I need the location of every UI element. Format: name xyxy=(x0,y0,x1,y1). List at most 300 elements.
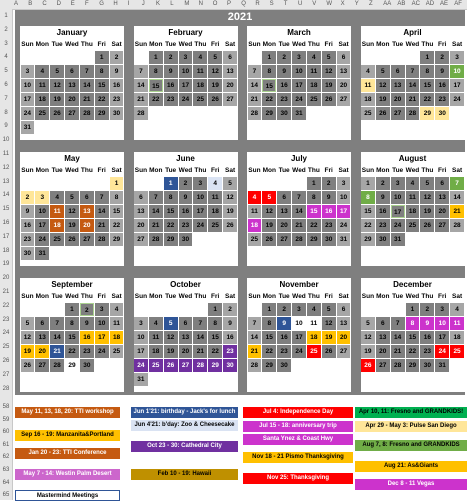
column-header[interactable]: T xyxy=(283,1,288,7)
day-cell[interactable]: 6 xyxy=(376,317,390,330)
day-cell[interactable]: 1 xyxy=(208,303,222,316)
day-cell[interactable]: 6 xyxy=(277,191,291,204)
day-cell[interactable]: 18 xyxy=(450,331,464,344)
day-cell[interactable]: 19 xyxy=(164,345,178,358)
day-cell[interactable]: 12 xyxy=(50,79,64,92)
day-cell[interactable]: 3 xyxy=(337,177,351,190)
day-cell[interactable]: 17 xyxy=(35,219,49,232)
row-header[interactable]: 4 xyxy=(4,54,8,61)
day-cell[interactable]: 18 xyxy=(149,345,163,358)
day-cell[interactable]: 28 xyxy=(248,107,262,120)
day-cell[interactable]: 6 xyxy=(337,51,351,64)
day-cell[interactable]: 5 xyxy=(322,51,336,64)
day-cell[interactable]: 18 xyxy=(406,205,420,218)
row-header[interactable]: 28 xyxy=(2,385,10,392)
day-cell[interactable]: 14 xyxy=(248,79,262,92)
day-cell[interactable]: 7 xyxy=(450,177,464,190)
day-cell[interactable]: 22 xyxy=(65,345,79,358)
day-cell[interactable]: 13 xyxy=(35,331,49,344)
day-cell[interactable]: 22 xyxy=(420,93,434,106)
day-cell[interactable]: 8 xyxy=(65,317,79,330)
column-header[interactable]: AD xyxy=(425,1,435,7)
row-header[interactable]: 14 xyxy=(2,192,10,199)
day-cell[interactable]: 16 xyxy=(277,79,291,92)
column-header[interactable]: D xyxy=(56,1,61,7)
day-cell[interactable]: 26 xyxy=(65,233,79,246)
day-cell[interactable]: 5 xyxy=(208,51,222,64)
day-cell[interactable]: 4 xyxy=(307,51,321,64)
day-cell[interactable]: 20 xyxy=(35,345,49,358)
day-cell[interactable]: 26 xyxy=(50,107,64,120)
day-cell[interactable]: 20 xyxy=(391,93,405,106)
day-cell[interactable]: 23 xyxy=(80,345,94,358)
day-cell[interactable]: 1 xyxy=(164,177,178,190)
day-cell[interactable]: 12 xyxy=(21,331,35,344)
day-cell[interactable]: 13 xyxy=(337,317,351,330)
day-cell[interactable]: 12 xyxy=(322,317,336,330)
day-cell[interactable]: 24 xyxy=(337,219,351,232)
day-cell[interactable]: 18 xyxy=(193,79,207,92)
day-cell[interactable]: 31 xyxy=(35,247,49,260)
day-cell[interactable]: 21 xyxy=(80,93,94,106)
day-cell[interactable]: 7 xyxy=(50,317,64,330)
day-cell[interactable]: 2 xyxy=(21,191,35,204)
column-header[interactable]: W xyxy=(326,1,333,7)
day-cell[interactable]: 25 xyxy=(110,345,124,358)
day-cell[interactable]: 26 xyxy=(262,233,276,246)
day-cell[interactable]: 22 xyxy=(262,93,276,106)
day-cell[interactable]: 20 xyxy=(134,219,148,232)
day-cell[interactable]: 17 xyxy=(435,331,449,344)
day-cell[interactable]: 19 xyxy=(208,79,222,92)
day-cell[interactable]: 31 xyxy=(337,233,351,246)
day-cell[interactable]: 31 xyxy=(134,373,148,386)
day-cell[interactable]: 15 xyxy=(149,79,163,92)
day-cell[interactable]: 14 xyxy=(95,205,109,218)
day-cell[interactable]: 6 xyxy=(35,317,49,330)
day-cell[interactable]: 28 xyxy=(292,233,306,246)
day-cell[interactable]: 16 xyxy=(110,79,124,92)
day-cell[interactable]: 16 xyxy=(21,219,35,232)
day-cell[interactable]: 11 xyxy=(361,79,375,92)
day-cell[interactable]: 4 xyxy=(50,191,64,204)
day-cell[interactable]: 19 xyxy=(65,219,79,232)
day-cell[interactable]: 6 xyxy=(134,191,148,204)
day-cell[interactable]: 12 xyxy=(223,191,237,204)
day-cell[interactable]: 24 xyxy=(35,233,49,246)
day-cell[interactable]: 1 xyxy=(110,177,124,190)
day-cell[interactable]: 9 xyxy=(322,191,336,204)
row-header[interactable]: 15 xyxy=(2,206,10,213)
day-cell[interactable]: 8 xyxy=(262,65,276,78)
day-cell[interactable]: 14 xyxy=(193,331,207,344)
day-cell[interactable]: 29 xyxy=(208,359,222,372)
day-cell[interactable]: 20 xyxy=(80,219,94,232)
row-header[interactable]: 3 xyxy=(4,40,8,47)
column-header[interactable]: N xyxy=(198,1,203,7)
day-cell[interactable]: 23 xyxy=(435,93,449,106)
row-header[interactable]: 10 xyxy=(2,137,10,144)
day-cell[interactable]: 19 xyxy=(50,93,64,106)
day-cell[interactable]: 1 xyxy=(262,303,276,316)
day-cell[interactable]: 5 xyxy=(376,65,390,78)
day-cell[interactable]: 3 xyxy=(391,177,405,190)
day-cell[interactable]: 6 xyxy=(65,65,79,78)
day-cell[interactable]: 13 xyxy=(337,65,351,78)
day-cell[interactable]: 11 xyxy=(50,205,64,218)
day-cell[interactable]: 27 xyxy=(179,359,193,372)
day-cell[interactable]: 2 xyxy=(277,303,291,316)
day-cell[interactable]: 30 xyxy=(110,107,124,120)
day-cell[interactable]: 22 xyxy=(95,93,109,106)
day-cell[interactable]: 27 xyxy=(337,345,351,358)
day-cell[interactable]: 13 xyxy=(391,79,405,92)
day-cell[interactable]: 15 xyxy=(361,205,375,218)
day-cell[interactable]: 17 xyxy=(391,205,405,218)
day-cell[interactable]: 24 xyxy=(179,93,193,106)
day-cell[interactable]: 7 xyxy=(193,317,207,330)
day-cell[interactable]: 28 xyxy=(193,359,207,372)
day-cell[interactable]: 8 xyxy=(95,65,109,78)
column-header[interactable]: AA xyxy=(383,1,392,7)
column-header[interactable]: B xyxy=(28,1,33,7)
day-cell[interactable]: 27 xyxy=(80,233,94,246)
row-header[interactable]: 64 xyxy=(2,479,10,486)
day-cell[interactable]: 21 xyxy=(248,345,262,358)
day-cell[interactable]: 14 xyxy=(450,191,464,204)
day-cell[interactable]: 13 xyxy=(223,65,237,78)
row-header[interactable]: 20 xyxy=(2,275,10,282)
day-cell[interactable]: 4 xyxy=(307,303,321,316)
day-cell[interactable]: 14 xyxy=(80,79,94,92)
day-cell[interactable]: 3 xyxy=(179,51,193,64)
day-cell[interactable]: 2 xyxy=(322,177,336,190)
row-header[interactable]: 61 xyxy=(2,441,10,448)
day-cell[interactable]: 25 xyxy=(193,93,207,106)
day-cell[interactable]: 7 xyxy=(95,191,109,204)
column-header[interactable]: Q xyxy=(241,1,246,7)
day-cell[interactable]: 1 xyxy=(262,51,276,64)
day-cell[interactable]: 4 xyxy=(193,51,207,64)
day-cell[interactable]: 9 xyxy=(110,65,124,78)
day-cell[interactable]: 19 xyxy=(361,345,375,358)
day-cell[interactable]: 12 xyxy=(65,205,79,218)
column-header[interactable]: AE xyxy=(440,1,449,7)
day-cell[interactable]: 19 xyxy=(376,93,390,106)
day-cell[interactable]: 8 xyxy=(420,65,434,78)
day-cell[interactable]: 30 xyxy=(179,233,193,246)
day-cell[interactable]: 2 xyxy=(435,51,449,64)
day-cell[interactable]: 17 xyxy=(179,79,193,92)
day-cell[interactable]: 13 xyxy=(435,191,449,204)
day-cell[interactable]: 15 xyxy=(262,79,276,92)
row-header[interactable]: 23 xyxy=(2,316,10,323)
day-cell[interactable]: 16 xyxy=(179,205,193,218)
day-cell[interactable]: 22 xyxy=(406,345,420,358)
row-header[interactable]: 21 xyxy=(2,289,10,295)
day-cell[interactable]: 14 xyxy=(134,79,148,92)
day-cell[interactable]: 9 xyxy=(164,65,178,78)
day-cell[interactable]: 13 xyxy=(65,79,79,92)
day-cell[interactable]: 11 xyxy=(307,65,321,78)
row-header[interactable]: 7 xyxy=(4,95,8,102)
day-cell[interactable]: 15 xyxy=(420,79,434,92)
day-cell[interactable]: 31 xyxy=(292,107,306,120)
day-cell[interactable]: 29 xyxy=(361,233,375,246)
day-cell[interactable]: 17 xyxy=(95,331,109,344)
day-cell[interactable]: 5 xyxy=(322,303,336,316)
day-cell[interactable]: 25 xyxy=(248,233,262,246)
day-cell[interactable]: 11 xyxy=(193,65,207,78)
day-cell[interactable]: 1 xyxy=(65,303,79,316)
day-cell[interactable]: 8 xyxy=(208,317,222,330)
day-cell[interactable]: 28 xyxy=(50,359,64,372)
row-header[interactable]: 62 xyxy=(2,454,10,461)
row-header[interactable]: 60 xyxy=(2,429,10,436)
day-cell[interactable]: 29 xyxy=(262,107,276,120)
day-cell[interactable]: 16 xyxy=(164,79,178,92)
day-cell[interactable]: 29 xyxy=(262,359,276,372)
day-cell[interactable]: 24 xyxy=(193,219,207,232)
day-cell[interactable]: 6 xyxy=(80,191,94,204)
day-cell[interactable]: 2 xyxy=(164,51,178,64)
row-header[interactable]: 16 xyxy=(2,220,10,226)
day-cell[interactable]: 30 xyxy=(277,107,291,120)
column-header[interactable]: AB xyxy=(397,1,406,7)
day-cell[interactable]: 29 xyxy=(406,359,420,372)
day-cell[interactable]: 29 xyxy=(164,233,178,246)
day-cell[interactable]: 4 xyxy=(110,303,124,316)
column-header[interactable]: Y xyxy=(354,1,359,7)
column-header[interactable]: P xyxy=(227,1,232,7)
day-cell[interactable]: 10 xyxy=(21,79,35,92)
day-cell[interactable]: 19 xyxy=(420,205,434,218)
day-cell[interactable]: 23 xyxy=(223,345,237,358)
day-cell[interactable]: 15 xyxy=(262,331,276,344)
day-cell[interactable]: 8 xyxy=(110,191,124,204)
day-cell[interactable]: 10 xyxy=(134,331,148,344)
day-cell[interactable]: 5 xyxy=(21,317,35,330)
day-cell[interactable]: 29 xyxy=(95,107,109,120)
column-header[interactable]: C xyxy=(42,1,47,7)
column-header[interactable]: Z xyxy=(369,1,373,7)
day-cell[interactable]: 3 xyxy=(134,317,148,330)
day-cell[interactable]: 13 xyxy=(277,205,291,218)
day-cell[interactable]: 9 xyxy=(435,65,449,78)
day-cell[interactable]: 27 xyxy=(223,93,237,106)
day-cell[interactable]: 26 xyxy=(322,93,336,106)
day-cell[interactable]: 30 xyxy=(420,359,434,372)
day-cell[interactable]: 1 xyxy=(95,51,109,64)
day-cell[interactable]: 6 xyxy=(223,51,237,64)
column-header[interactable]: F xyxy=(85,1,89,7)
day-cell[interactable]: 9 xyxy=(376,191,390,204)
day-cell[interactable]: 26 xyxy=(420,219,434,232)
day-cell[interactable]: 9 xyxy=(179,191,193,204)
day-cell[interactable]: 16 xyxy=(376,205,390,218)
day-cell[interactable]: 27 xyxy=(35,359,49,372)
column-header[interactable]: M xyxy=(184,1,190,7)
day-cell[interactable]: 22 xyxy=(361,219,375,232)
column-header[interactable]: G xyxy=(99,1,104,7)
day-cell[interactable]: 21 xyxy=(149,219,163,232)
day-cell[interactable]: 17 xyxy=(292,331,306,344)
day-cell[interactable]: 21 xyxy=(292,219,306,232)
column-header[interactable]: V xyxy=(312,1,317,7)
day-cell[interactable]: 28 xyxy=(134,107,148,120)
day-cell[interactable]: 11 xyxy=(406,191,420,204)
day-cell[interactable]: 25 xyxy=(149,359,163,372)
day-cell[interactable]: 31 xyxy=(435,359,449,372)
day-cell[interactable]: 26 xyxy=(164,359,178,372)
day-cell[interactable]: 3 xyxy=(95,303,109,316)
day-cell[interactable]: 21 xyxy=(134,93,148,106)
day-cell[interactable]: 9 xyxy=(21,205,35,218)
day-cell[interactable]: 5 xyxy=(223,177,237,190)
day-cell[interactable]: 25 xyxy=(406,219,420,232)
day-cell[interactable]: 12 xyxy=(164,331,178,344)
day-cell[interactable]: 28 xyxy=(450,219,464,232)
day-cell[interactable]: 8 xyxy=(262,317,276,330)
day-cell[interactable]: 3 xyxy=(193,177,207,190)
column-header[interactable]: X xyxy=(340,1,345,7)
day-cell[interactable]: 19 xyxy=(322,331,336,344)
day-cell[interactable]: 2 xyxy=(110,51,124,64)
day-cell[interactable]: 11 xyxy=(35,79,49,92)
day-cell[interactable]: 21 xyxy=(391,345,405,358)
day-cell[interactable]: 18 xyxy=(307,79,321,92)
day-cell[interactable]: 2 xyxy=(376,177,390,190)
day-cell[interactable]: 12 xyxy=(262,205,276,218)
column-header[interactable]: K xyxy=(156,1,161,7)
day-cell[interactable]: 26 xyxy=(208,93,222,106)
day-cell[interactable]: 27 xyxy=(134,233,148,246)
day-cell[interactable]: 11 xyxy=(248,205,262,218)
day-cell[interactable]: 24 xyxy=(435,345,449,358)
day-cell[interactable]: 3 xyxy=(35,191,49,204)
day-cell[interactable]: 2 xyxy=(223,303,237,316)
day-cell[interactable]: 7 xyxy=(406,65,420,78)
day-cell[interactable]: 24 xyxy=(391,219,405,232)
day-cell[interactable]: 19 xyxy=(21,345,35,358)
day-cell[interactable]: 17 xyxy=(450,79,464,92)
day-cell[interactable]: 24 xyxy=(95,345,109,358)
row-header[interactable]: 9 xyxy=(4,123,8,130)
day-cell[interactable]: 12 xyxy=(322,65,336,78)
day-cell[interactable]: 3 xyxy=(292,303,306,316)
day-cell[interactable]: 6 xyxy=(179,317,193,330)
row-header[interactable]: 19 xyxy=(2,261,10,268)
day-cell[interactable]: 1 xyxy=(149,51,163,64)
day-cell[interactable]: 24 xyxy=(292,345,306,358)
day-cell[interactable]: 4 xyxy=(149,317,163,330)
day-cell[interactable]: 25 xyxy=(50,233,64,246)
day-cell[interactable]: 23 xyxy=(164,93,178,106)
day-cell[interactable]: 2 xyxy=(420,303,434,316)
day-cell[interactable]: 26 xyxy=(21,359,35,372)
day-cell[interactable]: 25 xyxy=(35,107,49,120)
day-cell[interactable]: 10 xyxy=(35,205,49,218)
day-cell[interactable]: 25 xyxy=(307,345,321,358)
day-cell[interactable]: 30 xyxy=(322,233,336,246)
day-cell[interactable]: 15 xyxy=(307,205,321,218)
day-cell[interactable]: 7 xyxy=(80,65,94,78)
day-cell[interactable]: 18 xyxy=(50,219,64,232)
day-cell[interactable]: 20 xyxy=(277,219,291,232)
day-cell[interactable]: 16 xyxy=(80,331,94,344)
day-cell[interactable]: 20 xyxy=(223,79,237,92)
day-cell[interactable]: 30 xyxy=(80,359,94,372)
day-cell[interactable]: 2 xyxy=(179,177,193,190)
day-cell[interactable]: 10 xyxy=(435,317,449,330)
day-cell[interactable]: 10 xyxy=(337,191,351,204)
day-cell[interactable]: 30 xyxy=(277,359,291,372)
day-cell[interactable]: 10 xyxy=(450,65,464,78)
day-cell[interactable]: 15 xyxy=(164,205,178,218)
day-cell[interactable]: 14 xyxy=(248,331,262,344)
day-cell[interactable]: 9 xyxy=(420,317,434,330)
day-cell[interactable]: 10 xyxy=(292,317,306,330)
day-cell[interactable]: 10 xyxy=(193,191,207,204)
day-cell[interactable]: 30 xyxy=(435,107,449,120)
row-header[interactable]: 12 xyxy=(2,164,10,171)
row-header[interactable]: 1 xyxy=(4,13,8,19)
day-cell[interactable]: 26 xyxy=(376,107,390,120)
column-header[interactable]: H xyxy=(113,1,118,7)
day-cell[interactable]: 10 xyxy=(292,65,306,78)
day-cell[interactable]: 3 xyxy=(450,51,464,64)
day-cell[interactable]: 14 xyxy=(406,79,420,92)
day-cell[interactable]: 17 xyxy=(337,205,351,218)
day-cell[interactable]: 19 xyxy=(262,219,276,232)
day-cell[interactable]: 17 xyxy=(292,79,306,92)
day-cell[interactable]: 29 xyxy=(420,107,434,120)
day-cell[interactable]: 3 xyxy=(292,51,306,64)
day-cell[interactable]: 9 xyxy=(277,65,291,78)
day-cell[interactable]: 1 xyxy=(420,51,434,64)
day-cell[interactable]: 9 xyxy=(223,317,237,330)
day-cell[interactable]: 23 xyxy=(179,219,193,232)
day-cell[interactable]: 18 xyxy=(248,219,262,232)
day-cell[interactable]: 27 xyxy=(65,107,79,120)
day-cell[interactable]: 22 xyxy=(307,219,321,232)
column-header[interactable]: U xyxy=(298,1,303,7)
day-cell[interactable]: 21 xyxy=(50,345,64,358)
day-cell[interactable]: 22 xyxy=(110,219,124,232)
day-cell[interactable]: 16 xyxy=(277,331,291,344)
row-header[interactable]: 11 xyxy=(2,151,10,157)
day-cell[interactable]: 21 xyxy=(450,205,464,218)
day-cell[interactable]: 19 xyxy=(322,79,336,92)
day-cell[interactable]: 26 xyxy=(361,359,375,372)
day-cell[interactable]: 18 xyxy=(110,331,124,344)
day-cell[interactable]: 24 xyxy=(134,359,148,372)
day-cell[interactable]: 20 xyxy=(337,331,351,344)
day-cell[interactable]: 14 xyxy=(149,205,163,218)
day-cell[interactable]: 10 xyxy=(95,317,109,330)
day-cell[interactable]: 12 xyxy=(420,191,434,204)
day-cell[interactable]: 20 xyxy=(435,205,449,218)
day-cell[interactable]: 24 xyxy=(450,93,464,106)
row-header[interactable]: 25 xyxy=(2,344,10,351)
day-cell[interactable]: 17 xyxy=(21,93,35,106)
day-cell[interactable]: 31 xyxy=(391,233,405,246)
day-cell[interactable]: 16 xyxy=(435,79,449,92)
row-header[interactable]: 6 xyxy=(4,82,8,88)
day-cell[interactable]: 20 xyxy=(376,345,390,358)
day-cell[interactable]: 4 xyxy=(208,177,222,190)
row-header[interactable]: 2 xyxy=(4,26,8,33)
